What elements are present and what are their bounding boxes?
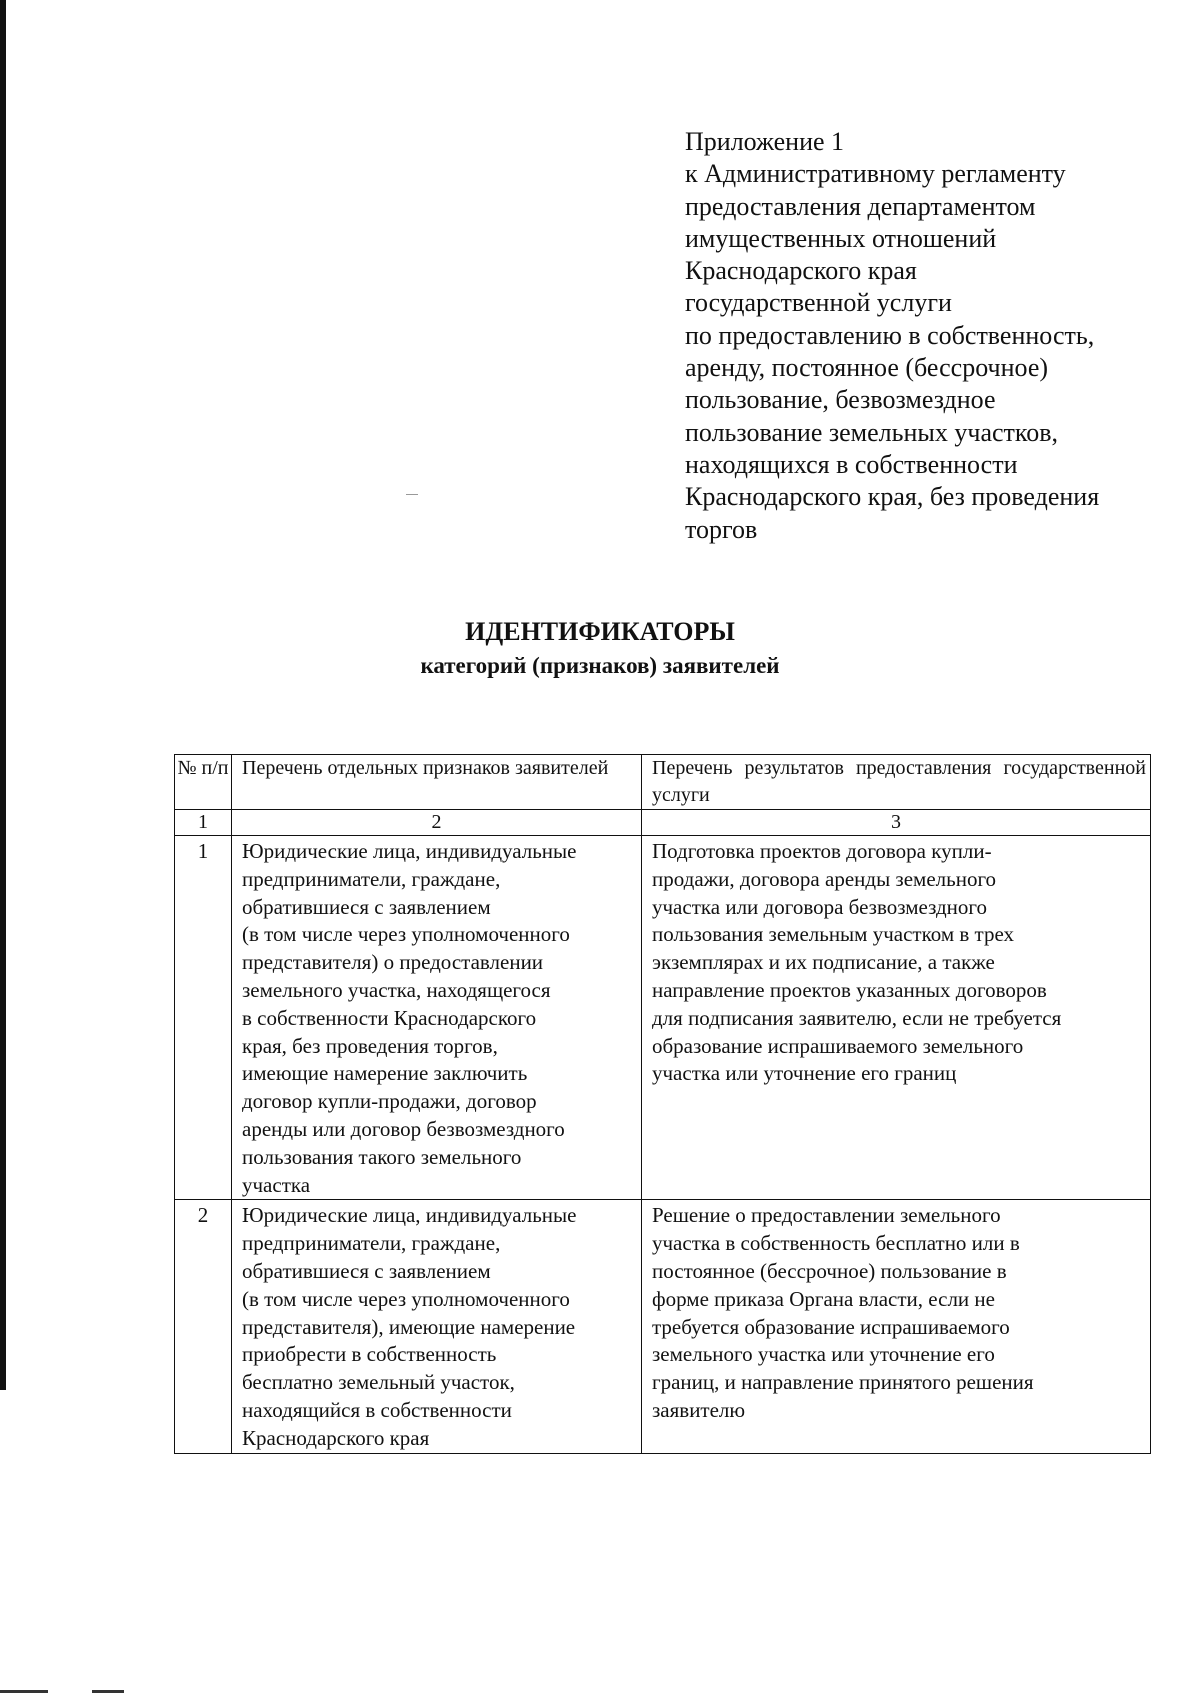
- appendix-line: Краснодарского края: [685, 256, 917, 286]
- criteria-line: края, без проведения торгов,: [242, 1033, 498, 1058]
- scan-speck: [406, 494, 418, 495]
- appendix-line: предоставления департаментом: [685, 191, 1036, 221]
- criteria-line: Юридические лица, индивидуальные: [242, 839, 577, 863]
- appendix-line: торгов: [685, 514, 758, 544]
- criteria-line: Юридические лица, индивидуальные: [242, 1203, 577, 1228]
- criteria-line: обратившиеся с заявлением: [242, 1258, 491, 1283]
- criteria-line: Краснодарского края: [242, 1425, 430, 1450]
- applicant-categories-table: [174, 754, 1151, 1454]
- criteria-line: (в том числе через уполномоченного: [242, 1286, 570, 1311]
- header-number: № п/п: [175, 755, 232, 810]
- results-line: Решение о предоставлении земельного: [652, 1203, 1001, 1228]
- column-number-row: [175, 810, 1151, 836]
- appendix-line: к Административному регламенту: [685, 159, 1066, 189]
- table-header-row: [175, 755, 1151, 810]
- criteria-line: обратившиеся с заявлением: [242, 894, 491, 919]
- scan-edge-left: [0, 0, 6, 1390]
- criteria-line: в собственности Краснодарского: [242, 1005, 537, 1030]
- appendix-line: аренду, постоянное (бессрочное): [685, 353, 1049, 383]
- table-row: [175, 1200, 1151, 1453]
- header-criteria: Перечень отдельных признаков заявителей: [232, 755, 642, 810]
- results-line: заявителю: [652, 1397, 746, 1422]
- appendix-line: по предоставлению в собственность,: [685, 320, 1095, 350]
- criteria-line: (в том числе через уполномоченного: [242, 922, 570, 947]
- results-line: требуется образование испрашиваемого: [652, 1314, 1010, 1339]
- table-row: [175, 836, 1151, 1200]
- appendix-line: пользование земельных участков,: [685, 417, 1058, 447]
- results-cell: [642, 836, 1151, 1200]
- criteria-line: приобрести в собственность: [242, 1342, 497, 1367]
- criteria-line: договор купли-продажи, договор: [242, 1089, 537, 1114]
- results-line: Подготовка проектов договора купли-: [652, 839, 992, 863]
- results-line: образование испрашиваемого земельного: [652, 1033, 1024, 1058]
- criteria-line: пользования такого земельного: [242, 1144, 522, 1169]
- column-number: 2: [232, 810, 642, 836]
- appendix-line: находящихся в собственности: [685, 449, 1018, 479]
- column-number: 3: [642, 810, 1151, 836]
- results-line: для подписания заявителю, если не требуется: [652, 1005, 1062, 1030]
- appendix-note: [685, 126, 1185, 546]
- results-line: экземплярах и их подписание, а также: [652, 950, 995, 975]
- results-line: постоянное (бессрочное) пользование в: [652, 1258, 1007, 1283]
- criteria-line: имеющие намерение заключить: [242, 1061, 528, 1086]
- results-line: направление проектов указанных договоров: [652, 977, 1047, 1002]
- results-cell: [642, 1200, 1151, 1453]
- appendix-line: Краснодарского края, без проведения: [685, 482, 1100, 512]
- criteria-line: земельного участка, находящегося: [242, 977, 551, 1002]
- results-line: участка в собственность бесплатно или в: [652, 1231, 1020, 1256]
- results-line: земельного участка или уточнение его: [652, 1342, 995, 1367]
- appendix-line: Приложение 1: [685, 127, 845, 156]
- results-line: участка или уточнение его границ: [652, 1061, 957, 1086]
- scan-mark: [92, 1690, 124, 1693]
- criteria-line: представителя), имеющие намерение: [242, 1314, 576, 1339]
- column-number: 1: [175, 810, 232, 836]
- criteria-line: предприниматели, граждане,: [242, 866, 501, 891]
- appendix-line: пользование, безвозмездное: [685, 385, 996, 415]
- criteria-cell: [232, 1200, 642, 1453]
- results-line: пользования земельным участком в трех: [652, 922, 1015, 947]
- results-line: форме приказа Органа власти, если не: [652, 1286, 995, 1311]
- row-number: 1: [175, 836, 232, 1200]
- document-title: ИДЕНТИФИКАТОРЫ: [465, 617, 735, 646]
- results-line: продажи, договора аренды земельного: [652, 866, 997, 891]
- results-line: границ, и направление принятого решения: [652, 1370, 1034, 1395]
- criteria-line: находящийся в собственности: [242, 1397, 512, 1422]
- criteria-line: участка: [242, 1172, 311, 1197]
- criteria-line: представителя) о предоставлении: [242, 950, 544, 975]
- criteria-line: аренды или договор безвозмездного: [242, 1116, 565, 1141]
- row-number: 2: [175, 1200, 232, 1453]
- criteria-cell: [232, 836, 642, 1200]
- header-results: Перечень результатов предоставления государственной услуги: [642, 755, 1151, 810]
- criteria-line: бесплатно земельный участок,: [242, 1370, 515, 1395]
- criteria-line: предприниматели, граждане,: [242, 1231, 501, 1256]
- appendix-line: имущественных отношений: [685, 223, 997, 253]
- scan-mark: [0, 1690, 48, 1693]
- results-line: участка или договора безвозмездного: [652, 894, 988, 919]
- appendix-line: государственной услуги: [685, 288, 952, 318]
- document-subtitle: категорий (признаков) заявителей: [420, 653, 780, 678]
